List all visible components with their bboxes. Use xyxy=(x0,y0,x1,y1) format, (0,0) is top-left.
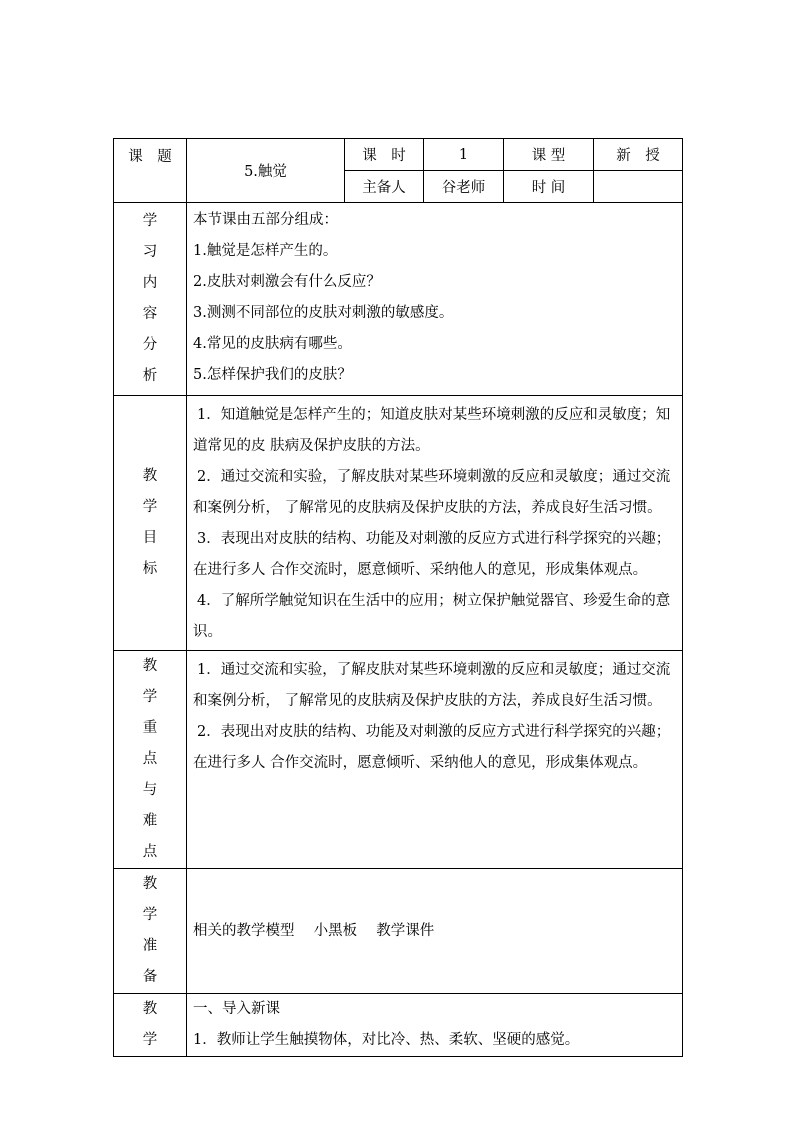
topic-value: 5.触觉 xyxy=(187,139,345,203)
analysis-line: 1.触觉是怎样产生的。 xyxy=(193,243,338,259)
preparation-label: 教 学 准 备 xyxy=(114,869,187,994)
goals-label: 教 学 目 标 xyxy=(114,396,187,651)
analysis-line: 本节课由五部分组成： xyxy=(193,212,338,228)
period-label: 课 时 xyxy=(345,139,424,171)
preparation-content xyxy=(187,869,683,994)
lesson-plan-table xyxy=(113,138,683,1057)
key-point-item: 2．表现出对皮肤的结构、功能及对刺激的反应方式进行科学探究的兴趣；在进行多人 合作交流时，愿意倾听、采纳他人的意见，形成集体观点。 xyxy=(193,724,671,771)
analysis-line: 5.怎样保护我们的皮肤？ xyxy=(193,367,352,383)
type-label: 课 型 xyxy=(504,139,594,171)
goal-item: 1．知道触觉是怎样产生的；知道皮肤对某些环境刺激的反应和灵敏度；知道常见的皮 肤病及保护皮肤的方法。 xyxy=(193,407,671,454)
goals-content xyxy=(187,396,683,651)
header-row-1 xyxy=(114,139,683,171)
topic-label: 课 题 xyxy=(114,139,187,203)
key-points-content xyxy=(187,651,683,869)
preparation-row xyxy=(114,869,683,994)
preparer-label: 主备人 xyxy=(345,171,424,203)
analysis-line: 3.测测不同部位的皮肤对刺激的敏感度。 xyxy=(193,305,454,321)
key-points-label: 教 学 重 点 与 难 点 xyxy=(114,651,187,869)
goal-item: 4．了解所学触觉知识在生活中的应用；树立保护触觉器官、珍爱生命的意识。 xyxy=(193,593,671,640)
process-row xyxy=(114,994,683,1057)
time-value xyxy=(594,171,683,203)
goals-row xyxy=(114,396,683,651)
preparation-text: 相关的教学模型 小黑板 教学课件 xyxy=(193,922,435,939)
analysis-row xyxy=(114,203,683,396)
key-point-item: 1．通过交流和实验，了解皮肤对某些环境刺激的反应和灵敏度；通过交流和案例分析， 了解常见的皮肤病及保护皮肤的方法，养成良好生活习惯。 xyxy=(193,662,671,709)
goal-item: 2．通过交流和实验，了解皮肤对某些环境刺激的反应和灵敏度；通过交流和案例分析， 了解常见的皮肤病及保护皮肤的方法，养成良好生活习惯。 xyxy=(193,469,671,516)
process-content xyxy=(187,994,683,1057)
goal-item: 3．表现出对皮肤的结构、功能及对刺激的反应方式进行科学探究的兴趣；在进行多人 合作交流时，愿意倾听、采纳他人的意见，形成集体观点。 xyxy=(193,531,671,578)
type-value: 新 授 xyxy=(594,139,683,171)
analysis-label: 学 习 内 容 分 析 xyxy=(114,203,187,396)
process-label: 教 学 xyxy=(114,994,187,1057)
preparer-value: 谷老师 xyxy=(424,171,504,203)
time-label: 时 间 xyxy=(504,171,594,203)
process-line: 1．教师让学生触摸物体，对比冷、热、柔软、坚硬的感觉。 xyxy=(193,1032,580,1048)
analysis-line: 4.常见的皮肤病有哪些。 xyxy=(193,336,352,352)
key-points-row xyxy=(114,651,683,869)
process-line: 一、导入新课 xyxy=(193,1001,280,1017)
period-value: 1 xyxy=(424,139,504,171)
analysis-content xyxy=(187,203,683,396)
analysis-line: 2.皮肤对刺激会有什么反应？ xyxy=(193,274,381,290)
